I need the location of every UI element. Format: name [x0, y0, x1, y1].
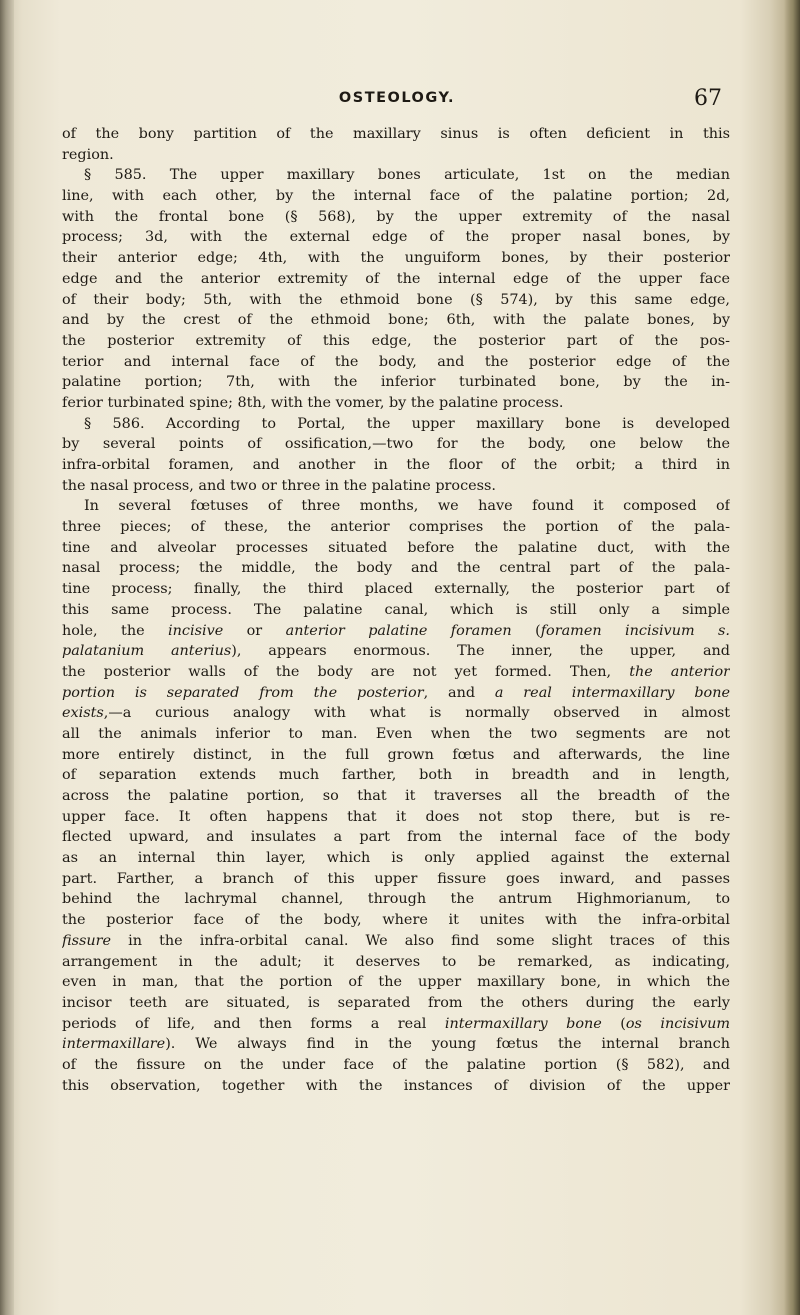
text-line	[62, 952, 730, 973]
text-line	[62, 414, 730, 435]
text-line	[62, 186, 730, 207]
text-line	[62, 517, 730, 538]
text-line	[62, 124, 730, 145]
text-line	[62, 662, 730, 683]
text-segment: In several fœtuses of three months, we have found it composed of	[84, 498, 730, 515]
text-line	[62, 765, 730, 786]
text-segment: edge and the anterior extremity of the internal edge of the upper face	[62, 270, 730, 287]
text-line	[62, 993, 730, 1014]
italic-text: the anterior	[629, 663, 730, 680]
page-left-edge-shadow	[0, 0, 14, 1315]
text-line	[62, 372, 730, 393]
text-segment: their anterior edge; 4th, with the unguiform bones, by their posterior	[62, 250, 730, 267]
text-segment: this same process. The palatine canal, which is still only a simple	[62, 601, 730, 618]
text-segment: and by the crest of the ethmoid bone; 6th, with the palate bones, by	[62, 312, 730, 329]
text-line	[62, 683, 730, 704]
text-segment: part. Farther, a branch of this upper fissure goes inward, and passes	[62, 870, 730, 887]
text-line	[62, 786, 730, 807]
italic-text: anterior palatine foramen	[285, 622, 512, 639]
text-line	[62, 972, 730, 993]
text-segment: upper face. It often happens that it does not stop there, but is re-	[62, 808, 730, 825]
text-line	[62, 848, 730, 869]
text-segment: ,—a curious analogy with what is normally observed in almost	[103, 705, 730, 722]
text-line	[62, 227, 730, 248]
text-segment: ). We always find in the young fœtus the internal branch	[165, 1036, 730, 1053]
text-segment: of their body; 5th, with the ethmoid bone (§ 574), by this same edge,	[62, 291, 730, 308]
text-line	[62, 703, 730, 724]
text-line	[62, 352, 730, 373]
page-header	[72, 86, 722, 116]
italic-text: incisive	[168, 622, 224, 639]
text-line	[62, 579, 730, 600]
text-line	[62, 207, 730, 228]
text-segment: (	[511, 622, 541, 639]
text-segment: § 585. The upper maxillary bones articulate, 1st on the median	[84, 167, 730, 184]
text-line	[62, 600, 730, 621]
text-segment: periods of life, and then forms a real	[62, 1015, 445, 1032]
running-title: OSTEOLOGY.	[338, 90, 456, 106]
italic-text: portion is separated from the posterior	[62, 684, 424, 701]
text-segment: of separation extends much farther, both in breadth and in length,	[62, 767, 730, 784]
text-line	[62, 331, 730, 352]
text-line	[62, 1034, 730, 1055]
text-line	[62, 724, 730, 745]
text-line	[62, 621, 730, 642]
text-line	[62, 869, 730, 890]
text-segment: line, with each other, by the internal face of the palatine portion; 2d,	[62, 188, 730, 205]
text-line	[62, 145, 730, 166]
text-line	[62, 1055, 730, 1076]
text-line	[62, 745, 730, 766]
text-segment: even in man, that the portion of the upper maxillary bone, in which the	[62, 974, 730, 991]
text-segment: three pieces; of these, the anterior comprises the portion of the pala-	[62, 519, 730, 536]
text-segment: flected upward, and insulates a part from the internal face of the body	[62, 829, 730, 846]
text-line	[62, 455, 730, 476]
text-line	[62, 931, 730, 952]
text-segment: more entirely distinct, in the full grown fœtus and afterwards, the line	[62, 746, 730, 763]
page-number: 67	[694, 86, 722, 111]
text-segment: tine process; finally, the third placed externally, the posterior part of	[62, 581, 730, 598]
text-line	[62, 889, 730, 910]
italic-text: intermaxillary bone	[444, 1015, 602, 1032]
text-segment: region.	[62, 146, 114, 163]
text-segment: terior and internal face of the body, and the posterior edge of the	[62, 353, 730, 370]
body-text	[62, 124, 730, 1096]
text-line	[62, 165, 730, 186]
text-segment: across the palatine portion, so that it traverses all the breadth of the	[62, 788, 730, 804]
italic-text: exists	[62, 705, 104, 722]
text-segment: infra-orbital foramen, and another in the floor of the orbit; a third in	[62, 457, 730, 473]
text-segment: the posterior face of the body, where it unites with the infra-orbital	[62, 912, 730, 929]
text-line	[62, 910, 730, 931]
text-segment: with the frontal bone (§ 568), by the upper extremity of the nasal	[62, 208, 730, 225]
text-segment: this observation, together with the instances of division of the upper	[62, 1077, 730, 1094]
text-segment: as an internal thin layer, which is only applied against the external	[62, 850, 730, 867]
text-line	[62, 807, 730, 828]
text-segment: the posterior walls of the body are not yet formed. Then,	[62, 663, 630, 680]
text-line	[62, 538, 730, 559]
text-segment: or	[223, 622, 286, 639]
text-segment: all the animals inferior to man. Even when the two segments are not	[62, 725, 730, 742]
italic-text: foramen incisivum s.	[540, 622, 730, 639]
page-right-edge-shadow	[784, 0, 800, 1315]
text-line	[62, 476, 730, 497]
italic-text: a real intermaxillary bone	[494, 684, 730, 701]
text-line	[62, 641, 730, 662]
text-segment: (	[601, 1015, 626, 1032]
text-line	[62, 290, 730, 311]
text-line	[62, 496, 730, 517]
text-segment: incisor teeth are situated, is separated from the others during the early	[62, 994, 730, 1011]
text-segment: the nasal process, and two or three in the palatine process.	[62, 477, 496, 494]
text-line	[62, 393, 730, 414]
text-line	[62, 1076, 730, 1097]
text-line	[62, 248, 730, 269]
text-segment: of the fissure on the under face of the palatine portion (§ 582), and	[62, 1056, 730, 1073]
text-segment: process; 3d, with the external edge of the proper nasal bones, by	[62, 229, 730, 246]
text-line	[62, 310, 730, 331]
text-line	[62, 434, 730, 455]
text-segment: § 586. According to Portal, the upper maxillary bone is developed	[84, 415, 730, 432]
text-segment: in the infra-orbital canal. We also find some slight traces of this	[111, 932, 730, 949]
text-segment: the posterior extremity of this edge, the posterior part of the pos-	[62, 332, 730, 349]
text-segment: of the bony partition of the maxillary sinus is often deficient in this	[62, 126, 730, 142]
text-segment: behind the lachrymal channel, through the antrum Highmorianum, to	[62, 891, 730, 908]
italic-text: fissure	[62, 932, 112, 949]
text-segment: nasal process; the middle, the body and the central part of the pala-	[62, 560, 730, 577]
text-line	[62, 558, 730, 579]
italic-text: intermaxillare	[62, 1036, 166, 1053]
text-line	[62, 1014, 730, 1035]
italic-text: os incisivum	[625, 1015, 730, 1032]
text-segment: palatine portion; 7th, with the inferior turbinated bone, by the in-	[62, 374, 730, 391]
text-segment: ), appears enormous. The inner, the upper, and	[231, 643, 730, 660]
text-segment: , and	[423, 684, 495, 701]
text-segment: arrangement in the adult; it deserves to be remarked, as indicating,	[62, 953, 730, 970]
text-line	[62, 269, 730, 290]
text-segment: by several points of ossification,—two for the body, one below the	[62, 436, 730, 453]
text-segment: hole, the	[62, 622, 169, 639]
text-line	[62, 827, 730, 848]
text-segment: ferior turbinated spine; 8th, with the vomer, by the palatine process.	[62, 394, 564, 411]
italic-text: palatanium anterius	[62, 643, 232, 660]
text-segment: tine and alveolar processes situated before the palatine duct, with the	[62, 539, 730, 556]
